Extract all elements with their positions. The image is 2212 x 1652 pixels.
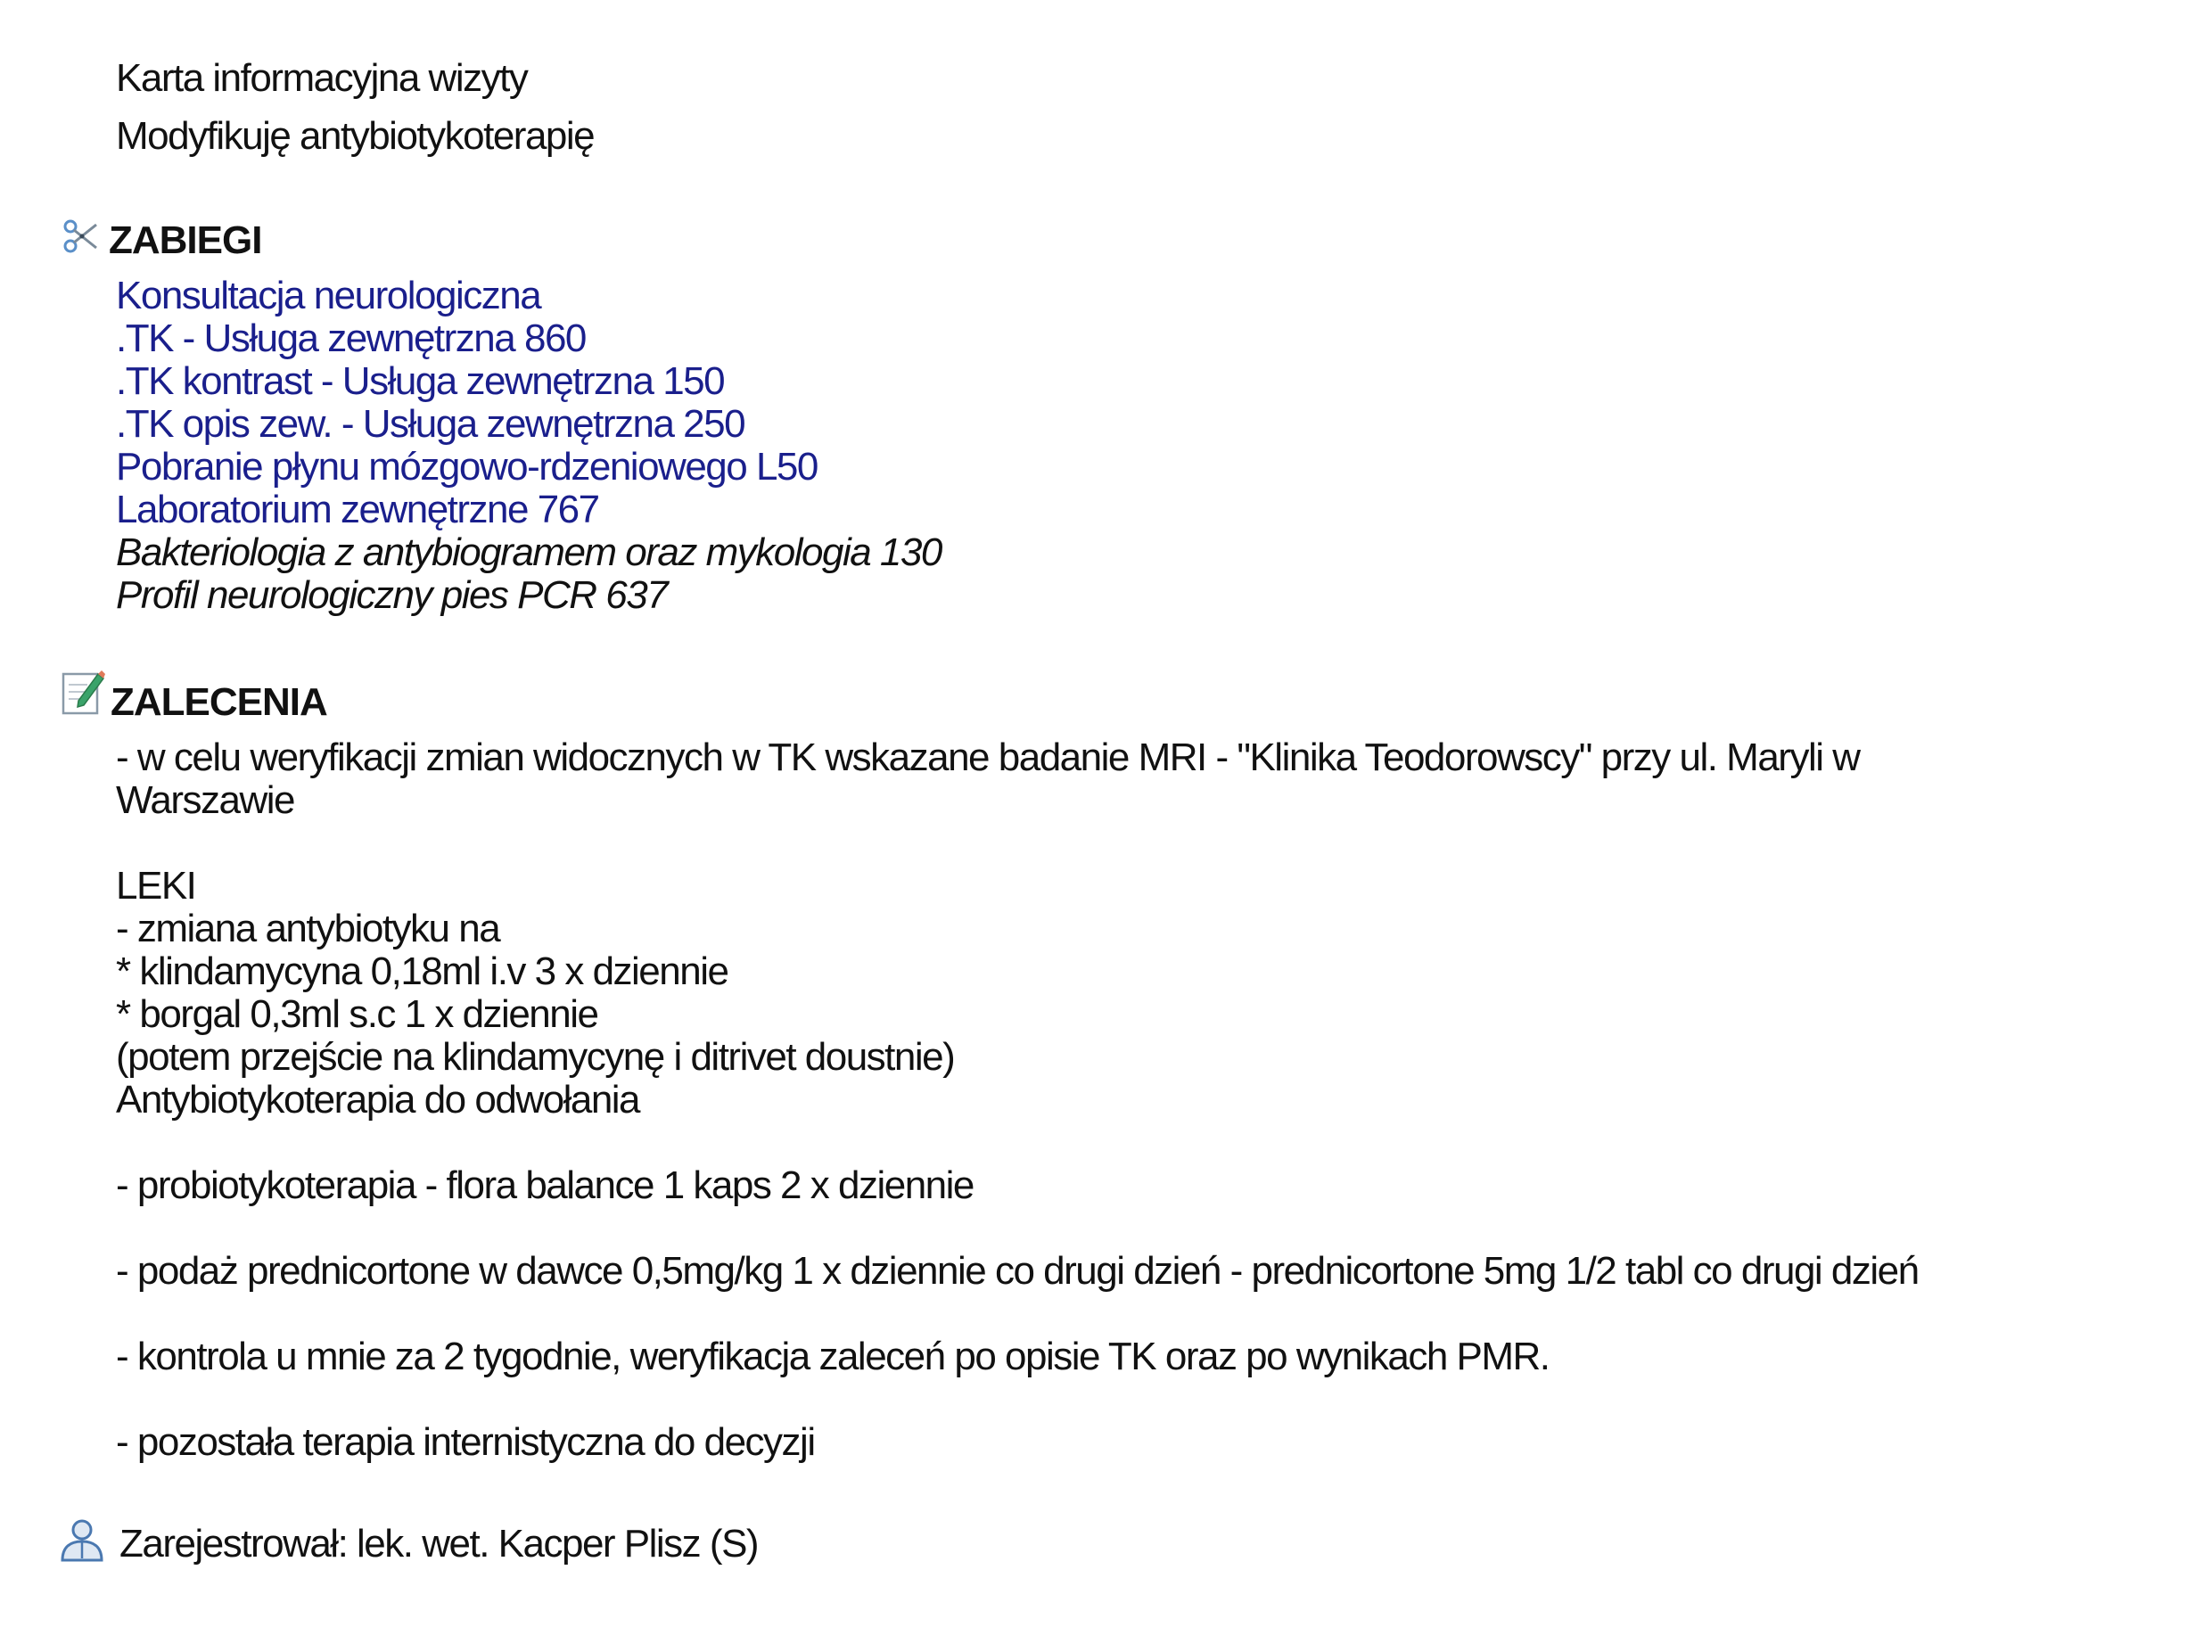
procedures-heading: ZABIEGI	[109, 218, 262, 262]
procedure-item-italic: Bakteriologia z antybiogramem oraz mykologia 130	[116, 530, 942, 574]
procedure-item: Pobranie płynu mózgowo-rdzeniowego L50	[116, 445, 818, 489]
procedure-item: .TK kontrast - Usługa zewnętrzna 150	[116, 359, 725, 403]
recommendation-line: LEKI	[116, 864, 196, 908]
procedure-item: .TK opis zew. - Usługa zewnętrzna 250	[116, 402, 745, 446]
recommendation-line: - w celu weryfikacji zmian widocznych w TK wskazane badanie MRI - "Klinika Teodorowscy" przy ul. Maryli w	[116, 736, 1860, 779]
recommendation-line: - probiotykoterapia - flora balance 1 kaps 2 x dziennie	[116, 1163, 974, 1207]
procedure-item: Laboratorium zewnętrzne 767	[116, 488, 599, 531]
recommendation-line: Warszawie	[116, 778, 295, 822]
procedure-item: .TK - Usługa zewnętrzna 860	[116, 316, 586, 360]
user-icon	[59, 1517, 105, 1564]
recommendation-line: * klindamycyna 0,18ml i.v 3 x dziennie	[116, 949, 728, 993]
notepad-pencil-icon	[61, 669, 105, 717]
recommendation-line: * borgal 0,3ml s.c 1 x dziennie	[116, 992, 598, 1036]
recommendation-line: - pozostała terapia internistyczna do decyzji	[116, 1420, 815, 1464]
recommendation-line: (potem przejście na klindamycynę i ditrivet doustnie)	[116, 1035, 955, 1079]
recommendation-line: - zmiana antybiotyku na	[116, 907, 500, 950]
page-subtitle: Modyfikuję antybiotykoterapię	[116, 114, 595, 158]
recommendation-line: Antybiotykoterapia do odwołania	[116, 1078, 640, 1122]
procedure-item: Konsultacja neurologiczna	[116, 274, 541, 317]
recommendation-line: - kontrola u mnie za 2 tygodnie, weryfikacja zaleceń po opisie TK oraz po wynikach PMR.	[116, 1335, 1550, 1378]
recommendation-line: - podaż prednicortone w dawce 0,5mg/kg 1 x dziennie co drugi dzień - prednicortone 5mg 1/2 tabl co drugi dzień	[116, 1249, 1919, 1293]
registered-by: Zarejestrował: lek. wet. Kacper Plisz (S)	[119, 1522, 759, 1566]
procedure-item-italic: Profil neurologiczny pies PCR 637	[116, 573, 668, 617]
page-title: Karta informacyjna wizyty	[116, 56, 528, 100]
recommendations-heading: ZALECENIA	[111, 680, 327, 724]
scissors-icon	[62, 218, 102, 257]
